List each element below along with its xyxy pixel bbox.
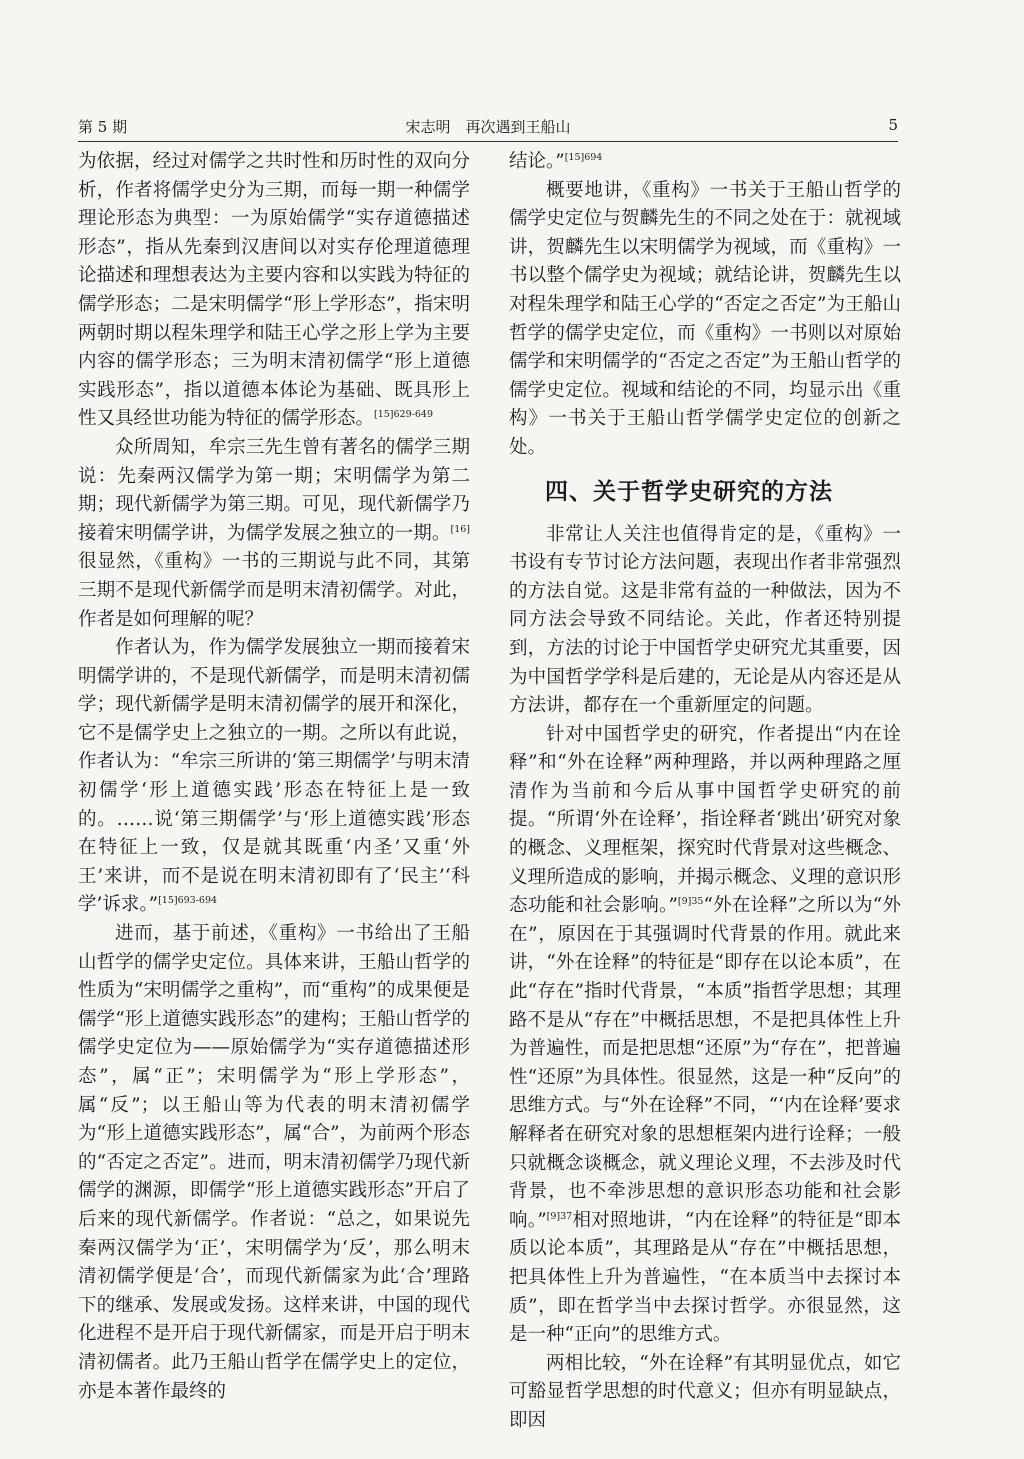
paragraph-text: 作者认为，作为儒学发展独立一期而接着宋明儒学讲的，不是现代新儒学，而是明末清初儒学；现代新儒学是明末清初儒学的展开和深化，它不是儒学史上之独立的一期。之所以有此说，作者认为：“牟宗三所讲的‘第三期儒学’与明末清初儒学‘形上道德实践’形态在特征上是一致的。……说‘第三期儒学’与‘形上道德实践’形态在特征上一致，仅是就其既重‘内圣’又重‘外王’来讲，而不是说在明末清初即有了‘民主’‘科学’诉求。” [78, 637, 470, 916]
paragraph-text: 进而，基于前述，《重构》一书给出了王船山哲学的儒学史定位。具体来讲，王船山哲学的性质为“宋明儒学之重构”，而“重构”的成果便是儒学“形上道德实践形态”的建构；王船山哲学的儒学史定位为——原始儒学为“实存道德描述形态”，属“正”；宋明儒学为“形上学形态”，属“反”；以王船山等为代表的明末清初儒学为“形上道德实践形态”，属“合”，为前两个形态的“否定之否定”。进而，明末清初儒学乃现代新儒学的渊源，即儒学“形上道德实践形态”开启了后来的现代新儒学。作者说：“总之，如果说先秦两汉儒学为‘正’，宋明儒学为‘反’，那么明末清初儒学便是‘合’，而现代新儒家为此‘合’理路下的继承、发展或发扬。这样来讲，中国的现代化进程不是开启于现代新儒家，而是开启于明末清初儒者。此乃王船山哲学在儒学史上的定位，亦是本著作最终的 [78, 923, 470, 1402]
citation-ref: [16] [450, 523, 470, 535]
citation-ref: [9]35 [677, 896, 704, 908]
citation-ref: [15]629-649 [374, 409, 433, 421]
citation-ref: [9]37 [546, 1210, 573, 1222]
paragraph-text: 众所周知，牟宗三先生曾有著名的儒学三期说：先秦两汉儒学为第一期；宋明儒学为第二期；现代新儒学为第三期。可见，现代新儒学乃接着宋明儒学讲，为儒学发展之独立的一期。 [78, 436, 470, 544]
paragraph-text: “外在诠释”之所以为“外在”，原因在于其强调时代背景的作用。就此来讲，“外在诠释”的特征是“即存在以论本质”，在此“存在”指时代背景，“本质”指哲学思想；其理路不是从“存在”中概括思想，不是把具体性上升为普遍性，而是把思想“还原”为“存在”，把普遍性“还原”为具体性。很显然，这是一种“反向”的思维方式。与“外在诠释”不同，“‘内在诠释’要求解释者在研究对象的思想框架内进行诠释；一般只就概念谈概念，就义理论义理，不去涉及时代背景，也不牵涉思想的意识形态功能和社会影响。” [509, 895, 901, 1231]
paragraph-text: 两相比较，“外在诠释”有其明显优点，如它可豁显哲学思想的时代意义；但亦有明显缺点，即因 [509, 1352, 901, 1431]
issue-number: 第 5 期 [78, 118, 128, 136]
running-header [78, 112, 898, 138]
paragraph [78, 148, 470, 434]
section-heading: 四、关于哲学史研究的方法 [545, 478, 833, 505]
paragraph-text: 结论。” [509, 151, 565, 172]
right-column [509, 148, 901, 1431]
header-rule [78, 141, 898, 142]
running-title: 宋志明 再次遇到王船山 [405, 118, 571, 136]
paragraph [78, 920, 470, 1406]
paragraph [509, 721, 901, 1350]
paragraph-text: 非常让人关注也值得肯定的是，《重构》一书设有专节讨论方法问题，表现出作者非常强烈的方法自觉。这是非常有益的一种做法，因为不同方法会导致不同结论。关此，作者还特别提到，方法的讨论于中国哲学史研究尤其重要，因为中国哲学学科是后建的，无论是从内容还是从方法讲，都存在一个重新厘定的问题。 [509, 523, 901, 717]
paragraph-text: 针对中国哲学史的研究，作者提出“内在诠释”和“外在诠释”两种理路，并以两种理路之厘清作为当前和今后从事中国哲学史研究的前提。“所谓‘外在诠释’，指诠释者‘跳出’研究对象的概念、义理框架，探究时代背景对这些概念、义理所造成的影响，并揭示概念、义理的意识形态功能和社会影响。” [509, 723, 901, 917]
paragraph [509, 177, 901, 463]
paragraph-text: 相对照地讲，“内在诠释”的特征是“即本质以论本质”，其理路是从“存在”中概括思想，把具体性上升为普遍性，“在本质当中去探讨本质”，即在哲学当中去探讨哲学。亦很显然，这是一种“正向”的思维方式。 [509, 1209, 901, 1346]
paragraph [78, 434, 470, 634]
paragraph [509, 521, 901, 721]
citation-ref: [15]693-694 [158, 895, 218, 907]
paragraph-text: 概要地讲，《重构》一书关于王船山哲学的儒学史定位与贺麟先生的不同之处在于：就视域讲，贺麟先生以宋明儒学为视域，而《重构》一书以整个儒学史为视域；就结论讲，贺麟先生以对程朱理学和陆王心学的“否定之否定”为王船山哲学的儒学史定位，而《重构》一书则以对原始儒学和宋明儒学的“否定之否定”为王船山哲学的儒学史定位。视域和结论的不同，均显示出《重构》一书关于王船山哲学儒学史定位的创新之处。 [509, 179, 901, 458]
paragraph [78, 634, 470, 920]
paragraph [509, 148, 901, 177]
page-number: 5 [888, 116, 898, 134]
paragraph-text: 很显然，《重构》一书的三期说与此不同，其第三期不是现代新儒学而是明末清初儒学。对此，作者是如何理解的呢？ [78, 551, 470, 630]
citation-ref: [15]694 [564, 151, 603, 163]
left-column [78, 148, 470, 1402]
paragraph [509, 1350, 901, 1436]
paragraph-text: 为依据，经过对儒学之共时性和历时性的双向分析，作者将儒学史分为三期，而每一期一种儒学理论形态为典型：一为原始儒学“实存道德描述形态”，指从先秦到汉唐间以对实存伦理道德理论描述和理想表达为主要内容和以实践为特征的儒学形态；二是宋明儒学“形上学形态”，指宋明两朝时期以程朱理学和陆王心学之形上学为主要内容的儒学形态；三为明末清初儒学“形上道德实践形态”，指以道德本体论为基础、既具形上性又具经世功能为特征的儒学形态。 [78, 151, 470, 430]
